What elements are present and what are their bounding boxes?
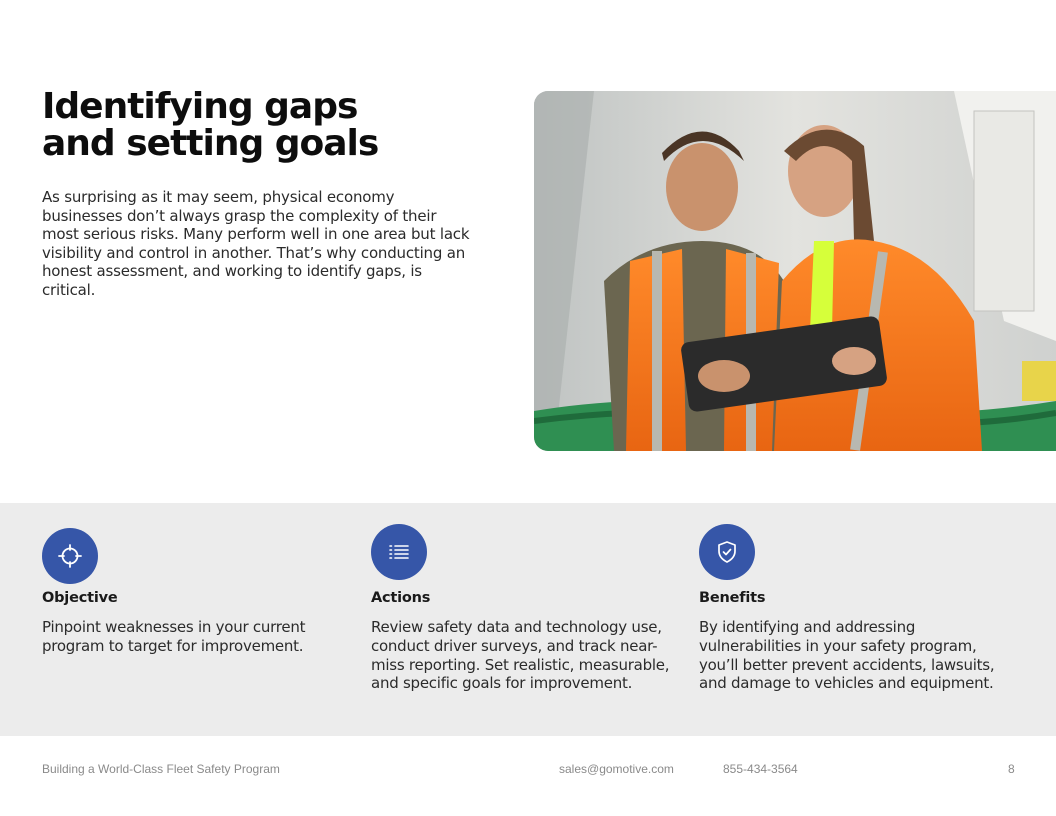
objective-card (42, 528, 352, 655)
photo-illustration (534, 91, 1056, 451)
footer-doc-title: Building a World-Class Fleet Safety Program (42, 762, 280, 776)
page-title-line-2: and setting goals (42, 123, 379, 164)
objective-text: Pinpoint weaknesses in your current program to target for improvement. (42, 618, 306, 655)
actions-card (371, 524, 681, 693)
list-icon (371, 524, 427, 580)
shield-check-icon (699, 524, 755, 580)
page-title (42, 88, 482, 162)
benefits-title: Benefits (699, 590, 766, 606)
benefits-card (699, 524, 1009, 693)
objective-title: Objective (42, 590, 118, 606)
actions-text: Review safety data and technology use, conduct driver surveys, and track near-miss reporting. Set realistic, measurable, and specific goals for improvement. (371, 618, 670, 693)
intro-paragraph: As surprising as it may seem, physical economy businesses don’t always grasp the complexity of their most serious risks. Many perform well in one area but lack visibility and control in another. That’s why conducting an honest assessment, and working to identify gaps, is critical. (42, 188, 470, 299)
footer-email-link[interactable]: sales@gomotive.com (559, 762, 674, 776)
target-crosshair-icon (42, 528, 98, 584)
footer-page-number: 8 (1008, 762, 1015, 776)
actions-title: Actions (371, 590, 431, 606)
page-title-line-1: Identifying gaps (42, 86, 358, 127)
footer-phone-link[interactable]: 855-434-3564 (723, 762, 798, 776)
benefits-text: By identifying and addressing vulnerabilities in your safety program, you’ll better prevent accidents, lawsuits, and damage to vehicles and equipment. (699, 618, 995, 693)
workers-photo (534, 91, 1056, 451)
